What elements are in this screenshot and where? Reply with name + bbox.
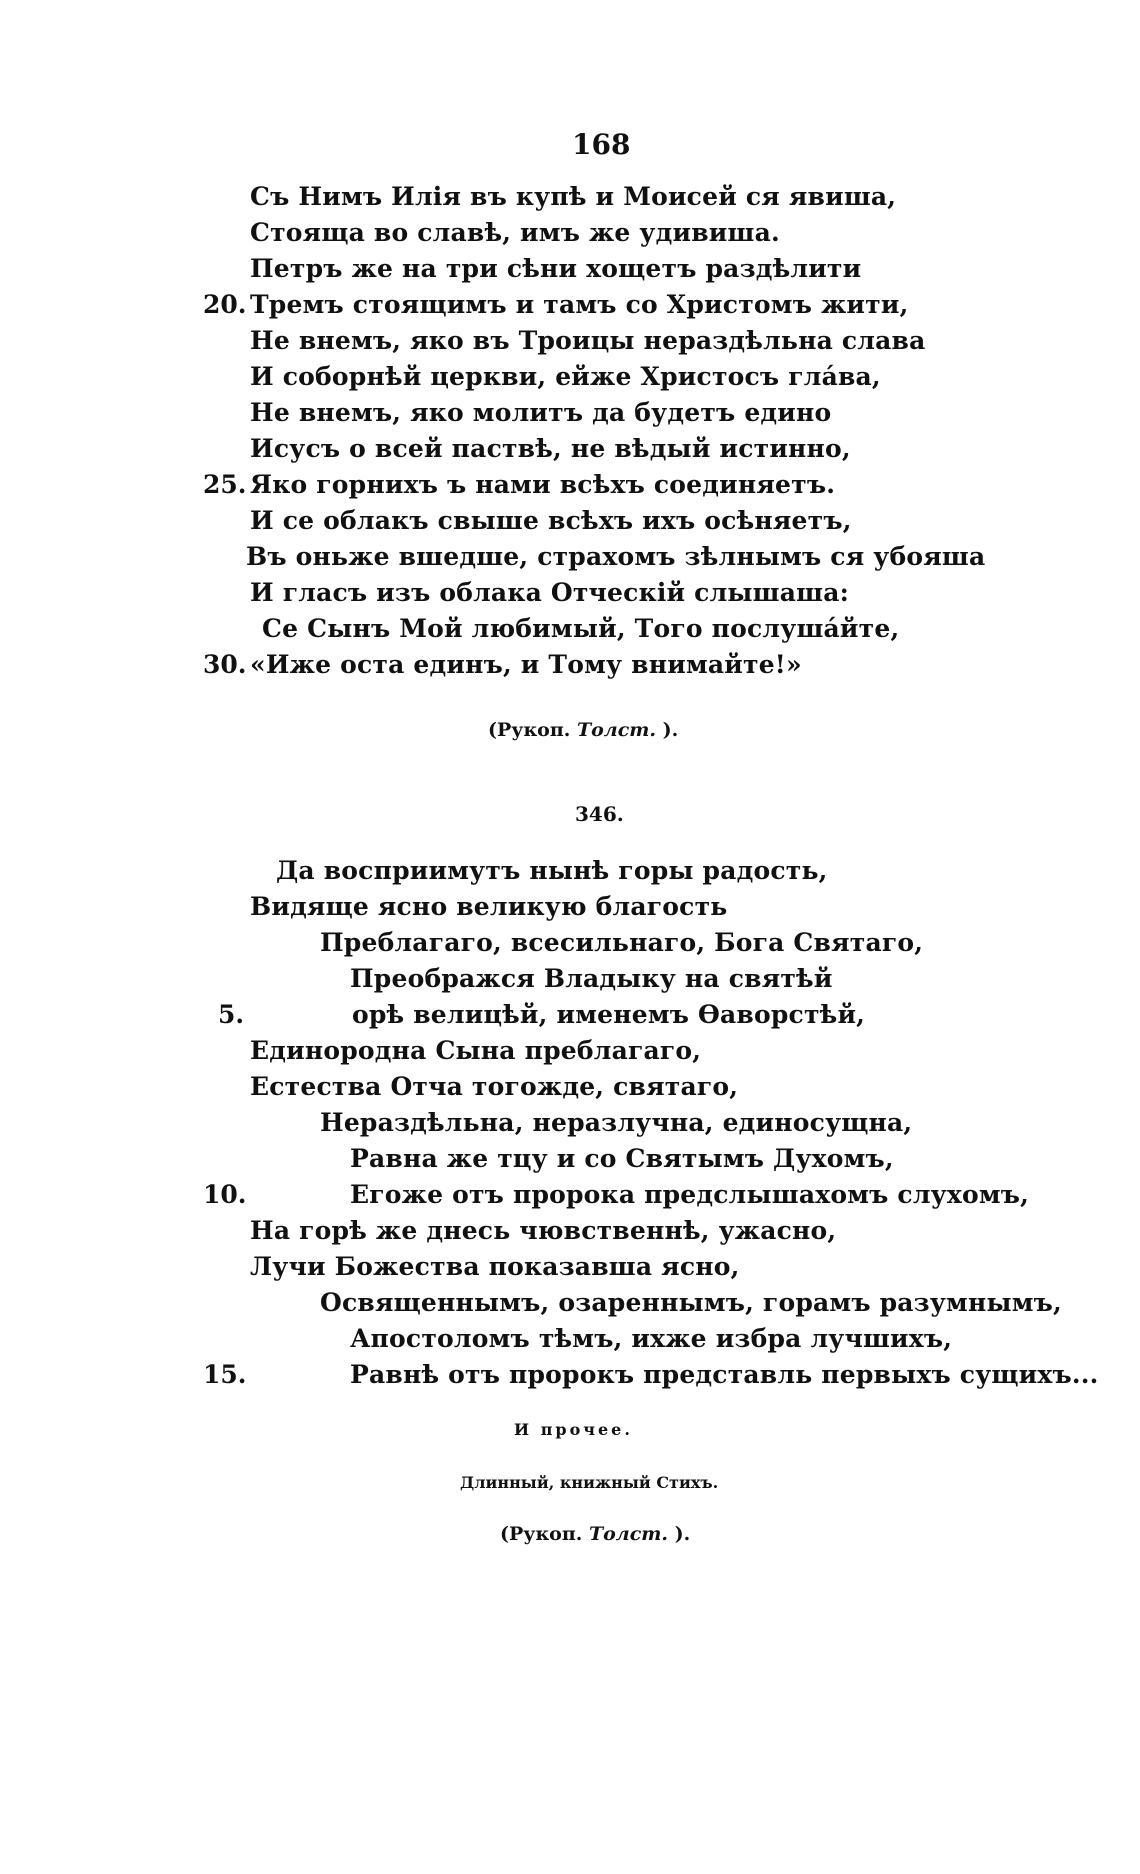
line-number: 30.: [203, 650, 247, 679]
source-name: Толст.: [576, 719, 656, 741]
page-number: 168: [572, 128, 631, 161]
source-suffix: ).: [662, 719, 679, 741]
verse-line: орѣ велицѣй, именемъ Ѳаворстѣй,: [352, 1000, 866, 1029]
verse-line: Стояща во славѣ, имъ же удивиша.: [250, 218, 780, 247]
verse-line: Единородна Сына преблагаго,: [250, 1036, 702, 1065]
verse-line: Се Сынъ Мой любимый, Того послушáйте,: [262, 614, 900, 643]
verse-line: Апостоломъ тѣмъ, ихже избра лучшихъ,: [350, 1324, 953, 1353]
verse-line: Лучи Божества показавша ясно,: [250, 1252, 740, 1281]
verse-line: И соборнѣй церкви, ейже Христосъ глáва,: [250, 362, 881, 391]
verse-line: Не внемъ, яко молитъ да будетъ едино: [250, 398, 832, 427]
verse-line: Яко горнихъ ъ нами всѣхъ соединяетъ.: [250, 470, 836, 499]
source-reference: [500, 1523, 690, 1545]
verse-line: Преблагаго, всесильнаго, Бога Святаго,: [320, 928, 924, 957]
verse-line: Равнѣ отъ пророкъ представль первыхъ сущихъ...: [350, 1360, 1099, 1389]
verse-line: На горѣ же днесь чювственнѣ, ужасно,: [250, 1216, 837, 1245]
source-reference: [488, 719, 678, 741]
verse-line: Видяще ясно великую благость: [250, 892, 728, 921]
verse-line: Въ оньже вшедше, страхомъ зѣлнымъ ся убояша: [246, 542, 986, 571]
verse-line: Да восприимутъ нынѣ горы радость,: [276, 856, 828, 885]
verse-line: Равна же тцу и со Святымъ Духомъ,: [350, 1144, 894, 1173]
verse-line: И гласъ изъ облака Отческій слышаша:: [250, 578, 850, 607]
ending-note: И прочее.: [514, 1420, 633, 1439]
section-number: 346.: [575, 802, 624, 826]
verse-line: Егоже отъ пророка предслышахомъ слухомъ,: [350, 1180, 1030, 1209]
verse-line: Съ Нимъ Илія въ купѣ и Моисей ся явиша,: [250, 182, 897, 211]
line-number: 5.: [218, 1000, 245, 1029]
caption: Длинный, книжный Стихъ.: [460, 1473, 719, 1492]
line-number: 15.: [203, 1360, 247, 1389]
source-name: Толст.: [588, 1523, 668, 1545]
verse-line: Тремъ стоящимъ и тамъ со Христомъ жити,: [250, 290, 909, 319]
verse-line: Нераздѣльна, неразлучна, единосущна,: [320, 1108, 913, 1137]
verse-line: Не внемъ, яко въ Троицы нераздѣльна слава: [250, 326, 926, 355]
line-number: 20.: [203, 290, 247, 319]
verse-line: Освященнымъ, озареннымъ, горамъ разумнымъ,: [320, 1288, 1062, 1317]
line-number: 10.: [203, 1180, 247, 1209]
source-prefix: (Рукоп.: [500, 1523, 583, 1545]
verse-line: Естества Отча тогожде, святаго,: [250, 1072, 739, 1101]
verse-line: Исусъ о всей паствѣ, не вѣдый истинно,: [250, 434, 851, 463]
line-number: 25.: [203, 470, 247, 499]
verse-line: Петръ же на три сѣни хощетъ раздѣлити: [250, 254, 862, 283]
verse-line: Преображся Владыку на святѣй: [350, 964, 833, 993]
source-suffix: ).: [674, 1523, 691, 1545]
verse-line: И се облакъ свыше всѣхъ ихъ осѣняетъ,: [250, 506, 852, 535]
source-prefix: (Рукоп.: [488, 719, 571, 741]
verse-line: «Иже оста единъ, и Тому внимайте!»: [250, 650, 802, 679]
